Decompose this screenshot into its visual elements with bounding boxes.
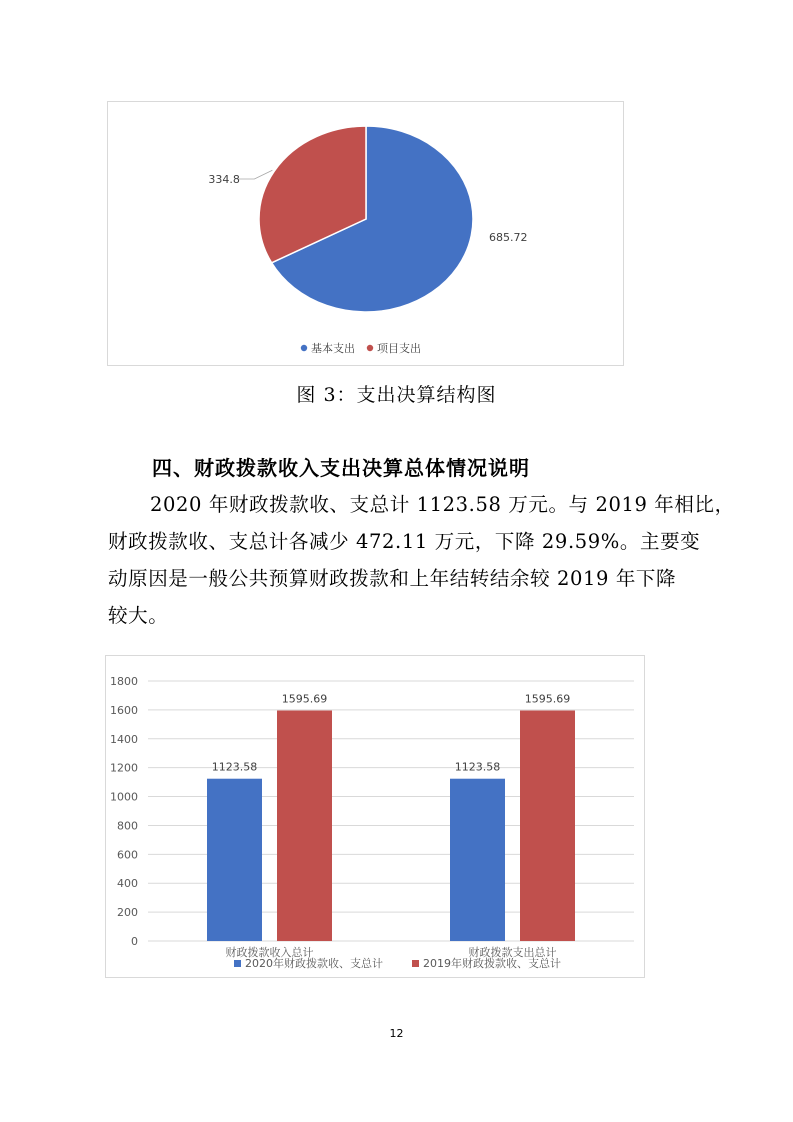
bar-chart (106, 656, 646, 979)
paragraph-line: 2020 年财政拨款收、支总计 1123.58 万元。与 2019 年相比， (150, 493, 735, 516)
paragraph-line: 较大。 (108, 604, 169, 627)
pie-chart (108, 102, 625, 367)
legend-marker (234, 960, 241, 967)
y-tick-label: 1800 (110, 675, 138, 688)
page-number: 12 (389, 1027, 404, 1040)
section-heading: 四、财政拨款收入支出决算总体情况说明 (152, 456, 530, 480)
paragraph (108, 486, 735, 634)
bar (207, 779, 262, 941)
pie-leader-line (238, 170, 272, 179)
bar-chart-frame (105, 655, 645, 978)
bar-value-label: 1123.58 (454, 760, 501, 774)
legend-label: 项目支出 (377, 342, 421, 355)
y-tick-label: 1000 (110, 790, 138, 804)
legend-label: 基本支出 (311, 342, 355, 355)
pie-slice-label: 334.8 (208, 173, 240, 186)
bar (450, 779, 505, 941)
paragraph-line: 财政拨款收、支总计各减少 472.11 万元，下降 29.59%。主要变 (108, 530, 701, 553)
bar (520, 711, 575, 941)
pie-slice-label: 685.72 (489, 231, 528, 244)
paragraph-line: 动原因是一般公共预算财政拨款和上年结转结余较 2019 年下降 (108, 567, 677, 590)
pie-chart-frame (107, 101, 624, 366)
y-tick-label: 600 (117, 848, 138, 862)
bar-value-label: 1595.69 (524, 692, 571, 706)
y-tick-label: 200 (117, 906, 138, 920)
x-category-label: 财政拨款收入总计 (225, 946, 314, 959)
bar-value-label: 1595.69 (281, 692, 328, 706)
x-category-label: 财政拨款支出总计 (468, 946, 557, 959)
bar-value-label: 1123.58 (211, 760, 258, 774)
legend-marker (412, 960, 419, 967)
legend-marker (301, 345, 307, 351)
y-tick-label: 1400 (110, 732, 138, 746)
legend-marker (367, 345, 373, 351)
legend-label: 2020年财政拨款收、支总计 (245, 957, 383, 970)
legend-label: 2019年财政拨款收、支总计 (423, 957, 561, 970)
y-tick-label: 400 (117, 877, 138, 891)
y-tick-label: 1200 (110, 761, 138, 775)
pie-chart-caption: 图 3：支出决算结构图 (296, 384, 497, 406)
y-tick-label: 0 (131, 935, 138, 948)
bar (277, 711, 332, 941)
y-tick-label: 1600 (110, 703, 138, 717)
y-tick-label: 800 (117, 819, 138, 833)
